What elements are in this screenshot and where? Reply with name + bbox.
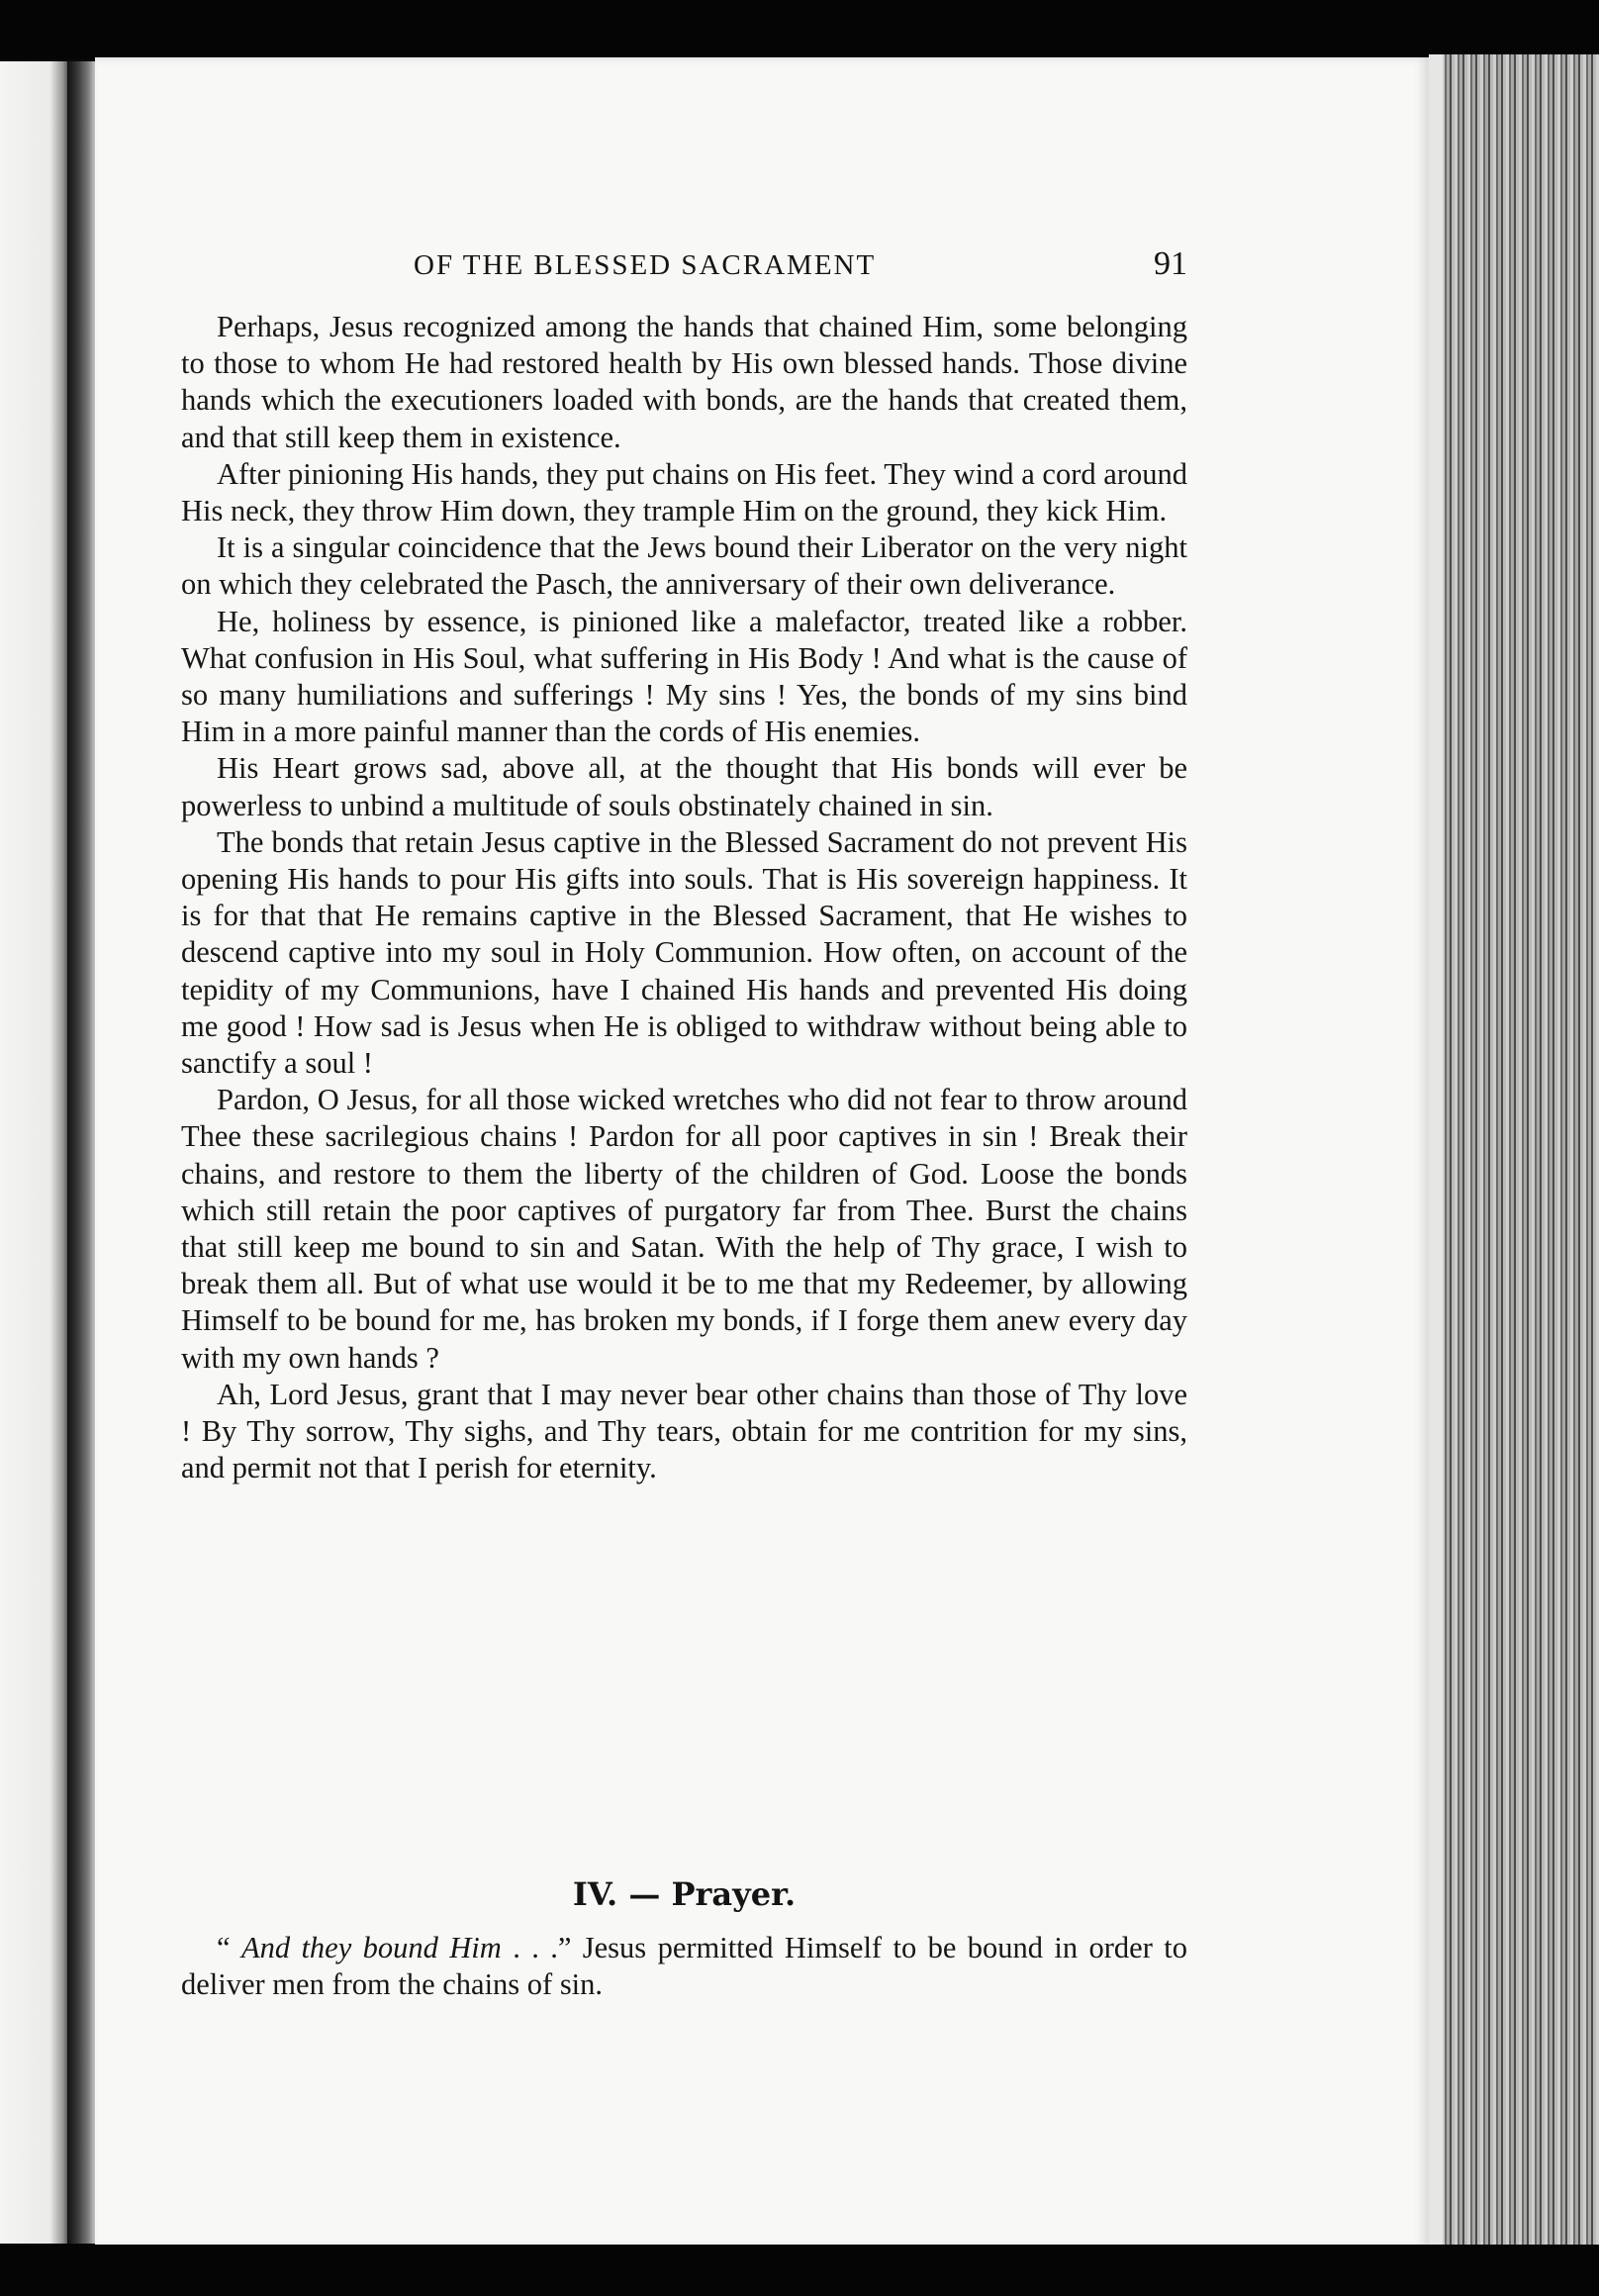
paragraph: Perhaps, Jesus recognized among the hands that chained Him, some belonging to those to whom He had restored health by His own blessed hands. Those divine hands which the executioners loaded with bonds, are the hands that created them, and that still keep them in existence. <box>181 310 1187 454</box>
paragraph: He, holiness by essence, is pinioned like a malefactor, treated like a robber. What confusion in His Soul, what suffering in His Body ! And what is the cause of so many humiliations and sufferings ! My sins ! Yes, the bonds of my sins bind Him in a more painful manner than the cords of His enemies. <box>181 604 1187 749</box>
prayer-paragraph <box>181 1930 1187 2003</box>
section-heading: IV. — Prayer. <box>572 1875 797 1913</box>
paragraph: His Heart grows sad, above all, at the thought that His bonds will ever be powerless to unbind a multitude of souls obstinately chained in sin. <box>181 751 1187 822</box>
prayer-text: . . .” Jesus permitted Himself to be bound in order to deliver men from the chains of sin. <box>181 1931 1187 2002</box>
quote-open: “ <box>217 1931 241 1964</box>
book-gutter <box>67 61 97 2244</box>
facing-page-edge <box>0 61 71 2244</box>
scripture-quote: And they bound Him <box>240 1931 502 1964</box>
body-text <box>181 309 1187 1487</box>
running-title: OF THE BLESSED SACRAMENT <box>414 249 877 281</box>
scan-top-border <box>0 0 1599 59</box>
paragraph: Pardon, O Jesus, for all those wicked wretches who did not fear to throw around Thee these sacrilegious chains ! Pardon for all poor captives in sin ! Break their chains, and restore to them the liberty of the children of God. Loose the bonds which still retain the poor captives of purgatory far from Thee. Burst the chains that still keep me bound to sin and Satan. With the help of Thy grace, I wish to break them all. But of what use would it be to me that my Redeemer, by allowing Himself to be bound for me, has broken my bonds, if I forge them anew every day with my own hands ? <box>181 1083 1187 1375</box>
paragraph: The bonds that retain Jesus captive in the Blessed Sacrament do not prevent His opening His hands to pour His gifts into souls. That is His sovereign happiness. It is for that that He remains captive in the Blessed Sacrament, that He wishes to descend captive into my soul in Holy Communion. How often, on account of the tepidity of my Communions, have I chained His hands and prevented His doing me good ! How sad is Jesus when He is obliged to withdraw without being able to sanctify a soul ! <box>181 824 1187 1081</box>
page-block-edges <box>1429 54 1599 2251</box>
running-head <box>181 245 1187 293</box>
scan-bottom-border <box>0 2245 1599 2296</box>
paragraph: Ah, Lord Jesus, grant that I may never bear other chains than those of Thy love ! By Thy sorrow, Thy sighs, and Thy tears, obtain for me contrition for my sins, and permit not that I perish for eternity. <box>181 1377 1187 1485</box>
paragraph: It is a singular coincidence that the Jews bound their Liberator on the very night on which they celebrated the Pasch, the anniversary of their own deliverance. <box>181 530 1187 602</box>
page-number: 91 <box>1154 245 1187 282</box>
page-edge-highlight <box>1429 54 1443 2251</box>
paragraph: After pinioning His hands, they put chains on His feet. They wind a cord around His neck, they throw Him down, they trample Him on the ground, they kick Him. <box>181 456 1187 528</box>
